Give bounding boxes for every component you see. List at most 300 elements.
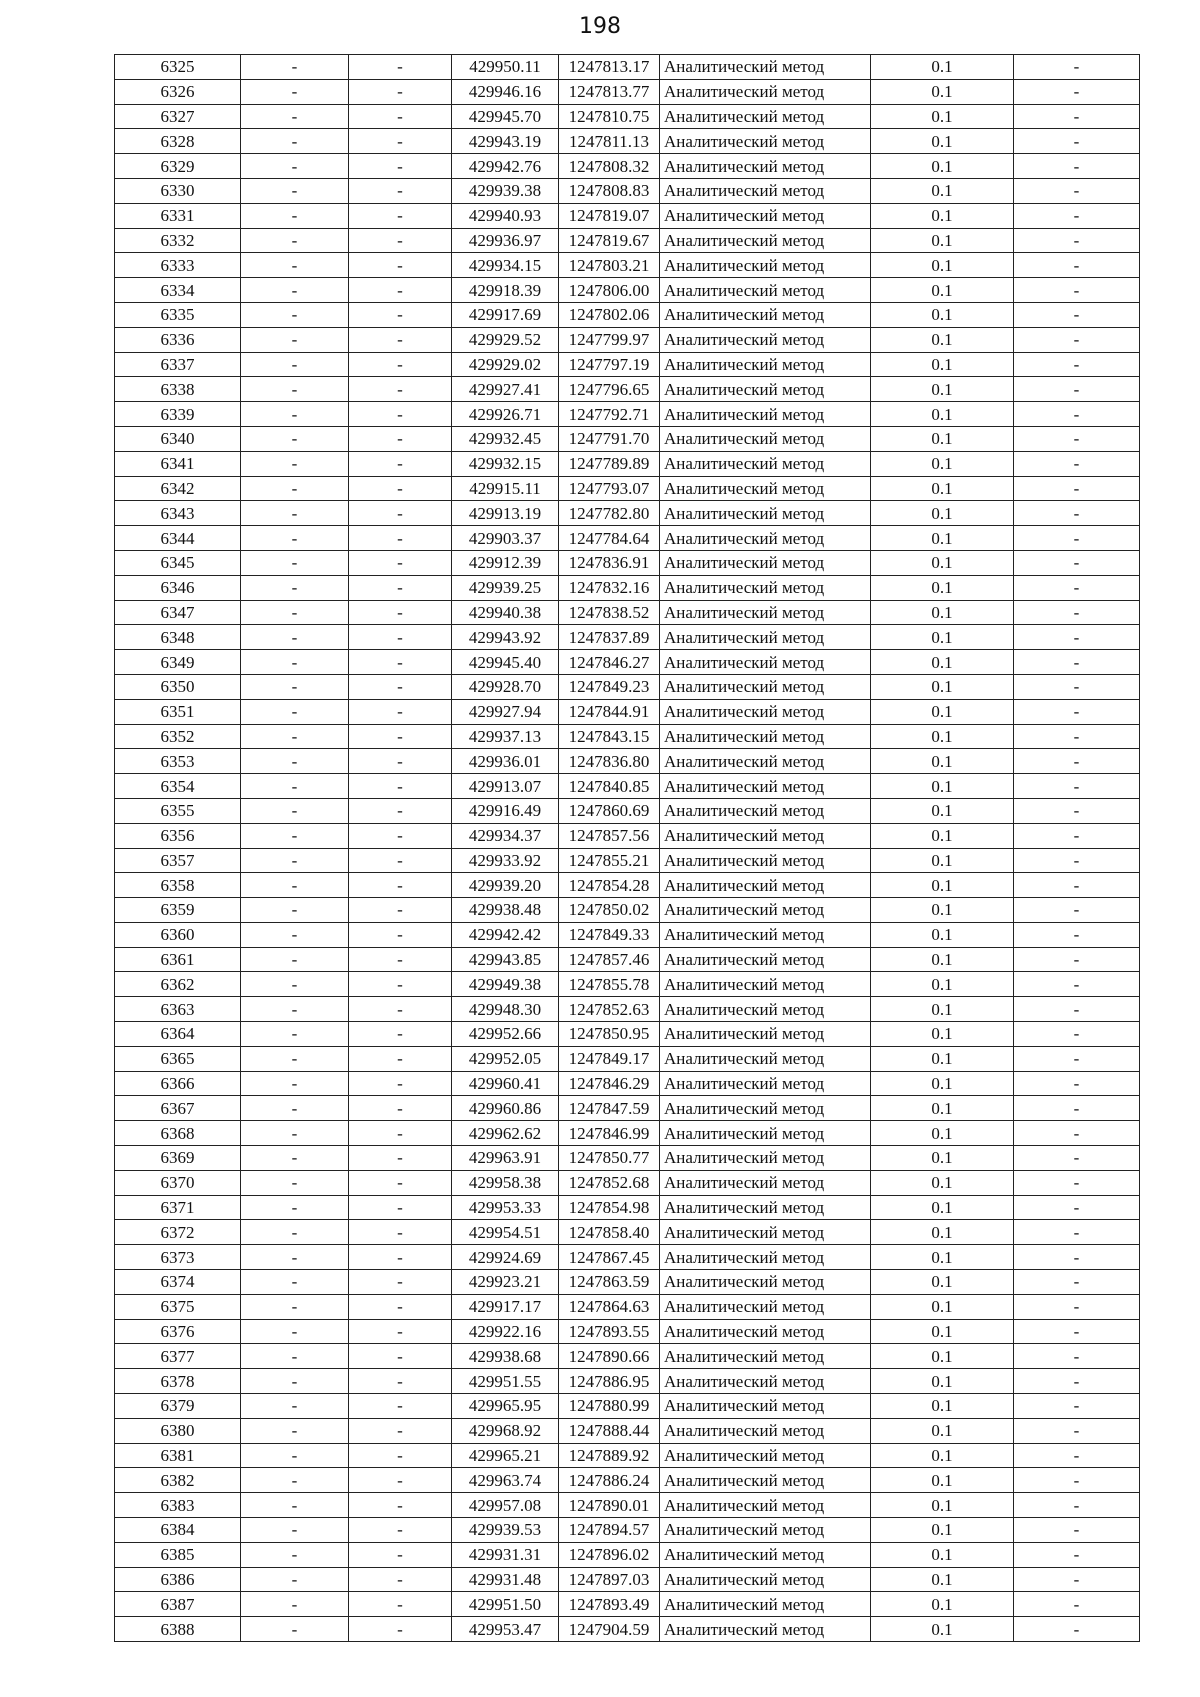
point-number-cell: 6336: [115, 327, 241, 352]
method-cell: Аналитический метод: [660, 1294, 871, 1319]
point-number-cell: 6375: [115, 1294, 241, 1319]
accuracy-cell: 0.1: [871, 1121, 1014, 1146]
dash-cell: -: [1014, 526, 1140, 551]
dash-cell: -: [349, 104, 452, 129]
table-row: [115, 774, 1140, 799]
method-cell: Аналитический метод: [660, 1121, 871, 1146]
method-cell: Аналитический метод: [660, 476, 871, 501]
y-coordinate-cell: 1247799.97: [559, 327, 660, 352]
table-row: [115, 1319, 1140, 1344]
dash-cell: -: [241, 451, 349, 476]
x-coordinate-cell: 429962.62: [452, 1121, 559, 1146]
accuracy-cell: 0.1: [871, 1617, 1014, 1642]
dash-cell: -: [1014, 178, 1140, 203]
x-coordinate-cell: 429943.92: [452, 625, 559, 650]
y-coordinate-cell: 1247836.80: [559, 749, 660, 774]
y-coordinate-cell: 1247846.29: [559, 1071, 660, 1096]
dash-cell: -: [349, 1394, 452, 1419]
x-coordinate-cell: 429957.08: [452, 1493, 559, 1518]
dash-cell: -: [1014, 1195, 1140, 1220]
dash-cell: -: [1014, 600, 1140, 625]
table-row: [115, 104, 1140, 129]
point-number-cell: 6325: [115, 55, 241, 80]
method-cell: Аналитический метод: [660, 253, 871, 278]
dash-cell: -: [241, 476, 349, 501]
point-number-cell: 6354: [115, 774, 241, 799]
accuracy-cell: 0.1: [871, 1567, 1014, 1592]
dash-cell: -: [349, 848, 452, 873]
method-cell: Аналитический метод: [660, 724, 871, 749]
point-number-cell: 6332: [115, 228, 241, 253]
table-row: [115, 1270, 1140, 1295]
y-coordinate-cell: 1247889.92: [559, 1443, 660, 1468]
x-coordinate-cell: 429934.37: [452, 823, 559, 848]
x-coordinate-cell: 429960.41: [452, 1071, 559, 1096]
point-number-cell: 6341: [115, 451, 241, 476]
y-coordinate-cell: 1247843.15: [559, 724, 660, 749]
point-number-cell: 6344: [115, 526, 241, 551]
y-coordinate-cell: 1247864.63: [559, 1294, 660, 1319]
method-cell: Аналитический метод: [660, 898, 871, 923]
accuracy-cell: 0.1: [871, 1394, 1014, 1419]
method-cell: Аналитический метод: [660, 550, 871, 575]
dash-cell: -: [1014, 154, 1140, 179]
point-number-cell: 6330: [115, 178, 241, 203]
dash-cell: -: [349, 823, 452, 848]
point-number-cell: 6367: [115, 1096, 241, 1121]
method-cell: Аналитический метод: [660, 625, 871, 650]
point-number-cell: 6362: [115, 972, 241, 997]
table-row: [115, 1195, 1140, 1220]
y-coordinate-cell: 1247867.45: [559, 1245, 660, 1270]
table-row: [115, 1592, 1140, 1617]
dash-cell: -: [349, 377, 452, 402]
table-row: [115, 625, 1140, 650]
y-coordinate-cell: 1247886.24: [559, 1468, 660, 1493]
table-row: [115, 302, 1140, 327]
dash-cell: -: [1014, 129, 1140, 154]
dash-cell: -: [349, 228, 452, 253]
dash-cell: -: [241, 228, 349, 253]
point-number-cell: 6358: [115, 873, 241, 898]
dash-cell: -: [349, 1170, 452, 1195]
table-row: [115, 1294, 1140, 1319]
dash-cell: -: [349, 699, 452, 724]
dash-cell: -: [349, 1270, 452, 1295]
y-coordinate-cell: 1247855.21: [559, 848, 660, 873]
dash-cell: -: [1014, 1022, 1140, 1047]
dash-cell: -: [241, 1096, 349, 1121]
point-number-cell: 6371: [115, 1195, 241, 1220]
y-coordinate-cell: 1247847.59: [559, 1096, 660, 1121]
accuracy-cell: 0.1: [871, 1344, 1014, 1369]
method-cell: Аналитический метод: [660, 1046, 871, 1071]
y-coordinate-cell: 1247850.02: [559, 898, 660, 923]
point-number-cell: 6383: [115, 1493, 241, 1518]
x-coordinate-cell: 429913.07: [452, 774, 559, 799]
dash-cell: -: [349, 922, 452, 947]
dash-cell: -: [1014, 1542, 1140, 1567]
method-cell: Аналитический метод: [660, 823, 871, 848]
point-number-cell: 6353: [115, 749, 241, 774]
dash-cell: -: [1014, 1567, 1140, 1592]
table-row: [115, 1443, 1140, 1468]
dash-cell: -: [349, 1220, 452, 1245]
table-row: [115, 848, 1140, 873]
dash-cell: -: [1014, 997, 1140, 1022]
method-cell: Аналитический метод: [660, 129, 871, 154]
dash-cell: -: [1014, 873, 1140, 898]
point-number-cell: 6372: [115, 1220, 241, 1245]
table-row: [115, 501, 1140, 526]
accuracy-cell: 0.1: [871, 922, 1014, 947]
x-coordinate-cell: 429931.31: [452, 1542, 559, 1567]
x-coordinate-cell: 429963.91: [452, 1146, 559, 1171]
x-coordinate-cell: 429936.97: [452, 228, 559, 253]
dash-cell: -: [241, 501, 349, 526]
accuracy-cell: 0.1: [871, 1071, 1014, 1096]
y-coordinate-cell: 1247897.03: [559, 1567, 660, 1592]
y-coordinate-cell: 1247832.16: [559, 575, 660, 600]
method-cell: Аналитический метод: [660, 1096, 871, 1121]
table-row: [115, 1418, 1140, 1443]
accuracy-cell: 0.1: [871, 1468, 1014, 1493]
point-number-cell: 6384: [115, 1518, 241, 1543]
point-number-cell: 6349: [115, 650, 241, 675]
dash-cell: -: [349, 476, 452, 501]
table-row: [115, 873, 1140, 898]
y-coordinate-cell: 1247896.02: [559, 1542, 660, 1567]
dash-cell: -: [349, 1617, 452, 1642]
point-number-cell: 6374: [115, 1270, 241, 1295]
x-coordinate-cell: 429936.01: [452, 749, 559, 774]
dash-cell: -: [349, 1071, 452, 1096]
dash-cell: -: [349, 1319, 452, 1344]
dash-cell: -: [1014, 1592, 1140, 1617]
dash-cell: -: [349, 1022, 452, 1047]
dash-cell: -: [241, 997, 349, 1022]
y-coordinate-cell: 1247855.78: [559, 972, 660, 997]
x-coordinate-cell: 429903.37: [452, 526, 559, 551]
dash-cell: -: [241, 526, 349, 551]
method-cell: Аналитический метод: [660, 1443, 871, 1468]
accuracy-cell: 0.1: [871, 228, 1014, 253]
accuracy-cell: 0.1: [871, 476, 1014, 501]
dash-cell: -: [241, 922, 349, 947]
point-number-cell: 6346: [115, 575, 241, 600]
accuracy-cell: 0.1: [871, 302, 1014, 327]
method-cell: Аналитический метод: [660, 1270, 871, 1295]
point-number-cell: 6385: [115, 1542, 241, 1567]
dash-cell: -: [241, 1071, 349, 1096]
method-cell: Аналитический метод: [660, 377, 871, 402]
dash-cell: -: [241, 1170, 349, 1195]
dash-cell: -: [349, 724, 452, 749]
y-coordinate-cell: 1247850.77: [559, 1146, 660, 1171]
dash-cell: -: [349, 1592, 452, 1617]
point-number-cell: 6387: [115, 1592, 241, 1617]
method-cell: Аналитический метод: [660, 79, 871, 104]
method-cell: Аналитический метод: [660, 873, 871, 898]
y-coordinate-cell: 1247782.80: [559, 501, 660, 526]
method-cell: Аналитический метод: [660, 650, 871, 675]
dash-cell: -: [241, 253, 349, 278]
x-coordinate-cell: 429927.41: [452, 377, 559, 402]
point-number-cell: 6388: [115, 1617, 241, 1642]
point-number-cell: 6348: [115, 625, 241, 650]
dash-cell: -: [349, 1146, 452, 1171]
y-coordinate-cell: 1247890.66: [559, 1344, 660, 1369]
dash-cell: -: [349, 575, 452, 600]
x-coordinate-cell: 429932.45: [452, 426, 559, 451]
method-cell: Аналитический метод: [660, 402, 871, 427]
dash-cell: -: [349, 1046, 452, 1071]
table-row: [115, 749, 1140, 774]
table-row: [115, 476, 1140, 501]
dash-cell: -: [349, 972, 452, 997]
dash-cell: -: [1014, 575, 1140, 600]
table-row: [115, 1369, 1140, 1394]
point-number-cell: 6335: [115, 302, 241, 327]
dash-cell: -: [349, 327, 452, 352]
table-row: [115, 327, 1140, 352]
table-row: [115, 228, 1140, 253]
point-number-cell: 6365: [115, 1046, 241, 1071]
dash-cell: -: [1014, 1493, 1140, 1518]
y-coordinate-cell: 1247803.21: [559, 253, 660, 278]
x-coordinate-cell: 429939.20: [452, 873, 559, 898]
dash-cell: -: [1014, 898, 1140, 923]
y-coordinate-cell: 1247846.99: [559, 1121, 660, 1146]
accuracy-cell: 0.1: [871, 774, 1014, 799]
x-coordinate-cell: 429952.05: [452, 1046, 559, 1071]
method-cell: Аналитический метод: [660, 1518, 871, 1543]
x-coordinate-cell: 429917.17: [452, 1294, 559, 1319]
dash-cell: -: [349, 873, 452, 898]
accuracy-cell: 0.1: [871, 1542, 1014, 1567]
y-coordinate-cell: 1247904.59: [559, 1617, 660, 1642]
dash-cell: -: [1014, 1245, 1140, 1270]
x-coordinate-cell: 429923.21: [452, 1270, 559, 1295]
y-coordinate-cell: 1247844.91: [559, 699, 660, 724]
method-cell: Аналитический метод: [660, 228, 871, 253]
table-row: [115, 1220, 1140, 1245]
x-coordinate-cell: 429963.74: [452, 1468, 559, 1493]
point-number-cell: 6359: [115, 898, 241, 923]
method-cell: Аналитический метод: [660, 352, 871, 377]
dash-cell: -: [241, 798, 349, 823]
dash-cell: -: [349, 1443, 452, 1468]
dash-cell: -: [349, 625, 452, 650]
table-row: [115, 724, 1140, 749]
y-coordinate-cell: 1247789.89: [559, 451, 660, 476]
accuracy-cell: 0.1: [871, 674, 1014, 699]
y-coordinate-cell: 1247811.13: [559, 129, 660, 154]
point-number-cell: 6378: [115, 1369, 241, 1394]
dash-cell: -: [349, 426, 452, 451]
accuracy-cell: 0.1: [871, 104, 1014, 129]
dash-cell: -: [1014, 1294, 1140, 1319]
dash-cell: -: [1014, 253, 1140, 278]
dash-cell: -: [241, 55, 349, 80]
dash-cell: -: [349, 129, 452, 154]
y-coordinate-cell: 1247857.46: [559, 947, 660, 972]
table-row: [115, 1022, 1140, 1047]
accuracy-cell: 0.1: [871, 1294, 1014, 1319]
dash-cell: -: [241, 154, 349, 179]
dash-cell: -: [241, 1319, 349, 1344]
point-number-cell: 6326: [115, 79, 241, 104]
x-coordinate-cell: 429946.16: [452, 79, 559, 104]
point-number-cell: 6370: [115, 1170, 241, 1195]
dash-cell: -: [349, 1468, 452, 1493]
x-coordinate-cell: 429938.48: [452, 898, 559, 923]
dash-cell: -: [349, 253, 452, 278]
y-coordinate-cell: 1247797.19: [559, 352, 660, 377]
method-cell: Аналитический метод: [660, 178, 871, 203]
point-number-cell: 6381: [115, 1443, 241, 1468]
point-number-cell: 6373: [115, 1245, 241, 1270]
dash-cell: -: [241, 1394, 349, 1419]
x-coordinate-cell: 429934.15: [452, 253, 559, 278]
dash-cell: -: [241, 1542, 349, 1567]
accuracy-cell: 0.1: [871, 650, 1014, 675]
y-coordinate-cell: 1247791.70: [559, 426, 660, 451]
x-coordinate-cell: 429953.33: [452, 1195, 559, 1220]
dash-cell: -: [241, 699, 349, 724]
point-number-cell: 6343: [115, 501, 241, 526]
y-coordinate-cell: 1247849.23: [559, 674, 660, 699]
x-coordinate-cell: 429939.25: [452, 575, 559, 600]
table-row: [115, 55, 1140, 80]
dash-cell: -: [241, 79, 349, 104]
y-coordinate-cell: 1247846.27: [559, 650, 660, 675]
dash-cell: -: [1014, 1220, 1140, 1245]
y-coordinate-cell: 1247890.01: [559, 1493, 660, 1518]
dash-cell: -: [241, 774, 349, 799]
table-row: [115, 1567, 1140, 1592]
point-number-cell: 6363: [115, 997, 241, 1022]
dash-cell: -: [241, 129, 349, 154]
x-coordinate-cell: 429939.53: [452, 1518, 559, 1543]
accuracy-cell: 0.1: [871, 1170, 1014, 1195]
dash-cell: -: [1014, 79, 1140, 104]
x-coordinate-cell: 429940.38: [452, 600, 559, 625]
x-coordinate-cell: 429937.13: [452, 724, 559, 749]
table-row: [115, 1493, 1140, 1518]
y-coordinate-cell: 1247819.07: [559, 203, 660, 228]
accuracy-cell: 0.1: [871, 823, 1014, 848]
x-coordinate-cell: 429953.47: [452, 1617, 559, 1642]
dash-cell: -: [241, 1567, 349, 1592]
x-coordinate-cell: 429928.70: [452, 674, 559, 699]
table-row: [115, 1344, 1140, 1369]
accuracy-cell: 0.1: [871, 352, 1014, 377]
dash-cell: -: [1014, 972, 1140, 997]
dash-cell: -: [349, 79, 452, 104]
table-row: [115, 823, 1140, 848]
method-cell: Аналитический метод: [660, 154, 871, 179]
dash-cell: -: [241, 1617, 349, 1642]
method-cell: Аналитический метод: [660, 1592, 871, 1617]
point-number-cell: 6379: [115, 1394, 241, 1419]
y-coordinate-cell: 1247819.67: [559, 228, 660, 253]
dash-cell: -: [241, 178, 349, 203]
dash-cell: -: [349, 1369, 452, 1394]
method-cell: Аналитический метод: [660, 1369, 871, 1394]
method-cell: Аналитический метод: [660, 1022, 871, 1047]
table-row: [115, 1394, 1140, 1419]
dash-cell: -: [241, 1270, 349, 1295]
accuracy-cell: 0.1: [871, 625, 1014, 650]
accuracy-cell: 0.1: [871, 203, 1014, 228]
dash-cell: -: [241, 1592, 349, 1617]
method-cell: Аналитический метод: [660, 848, 871, 873]
table-row: [115, 377, 1140, 402]
point-number-cell: 6366: [115, 1071, 241, 1096]
accuracy-cell: 0.1: [871, 426, 1014, 451]
table-row: [115, 1170, 1140, 1195]
dash-cell: -: [1014, 1394, 1140, 1419]
dash-cell: -: [241, 402, 349, 427]
dash-cell: -: [349, 997, 452, 1022]
method-cell: Аналитический метод: [660, 327, 871, 352]
x-coordinate-cell: 429954.51: [452, 1220, 559, 1245]
y-coordinate-cell: 1247849.17: [559, 1046, 660, 1071]
table-row: [115, 699, 1140, 724]
dash-cell: -: [241, 724, 349, 749]
y-coordinate-cell: 1247858.40: [559, 1220, 660, 1245]
table-row: [115, 1245, 1140, 1270]
accuracy-cell: 0.1: [871, 1270, 1014, 1295]
method-cell: Аналитический метод: [660, 1146, 871, 1171]
accuracy-cell: 0.1: [871, 1518, 1014, 1543]
y-coordinate-cell: 1247813.77: [559, 79, 660, 104]
point-number-cell: 6327: [115, 104, 241, 129]
point-number-cell: 6361: [115, 947, 241, 972]
table-body: [115, 55, 1140, 1642]
dash-cell: -: [241, 278, 349, 303]
dash-cell: -: [1014, 327, 1140, 352]
accuracy-cell: 0.1: [871, 873, 1014, 898]
dash-cell: -: [1014, 1468, 1140, 1493]
dash-cell: -: [349, 1195, 452, 1220]
point-number-cell: 6331: [115, 203, 241, 228]
y-coordinate-cell: 1247893.49: [559, 1592, 660, 1617]
dash-cell: -: [241, 1146, 349, 1171]
y-coordinate-cell: 1247838.52: [559, 600, 660, 625]
accuracy-cell: 0.1: [871, 327, 1014, 352]
x-coordinate-cell: 429915.11: [452, 476, 559, 501]
accuracy-cell: 0.1: [871, 1245, 1014, 1270]
y-coordinate-cell: 1247863.59: [559, 1270, 660, 1295]
x-coordinate-cell: 429951.55: [452, 1369, 559, 1394]
y-coordinate-cell: 1247854.28: [559, 873, 660, 898]
dash-cell: -: [241, 1046, 349, 1071]
x-coordinate-cell: 429968.92: [452, 1418, 559, 1443]
method-cell: Аналитический метод: [660, 1617, 871, 1642]
accuracy-cell: 0.1: [871, 1195, 1014, 1220]
dash-cell: -: [1014, 823, 1140, 848]
dash-cell: -: [349, 1567, 452, 1592]
x-coordinate-cell: 429942.42: [452, 922, 559, 947]
accuracy-cell: 0.1: [871, 997, 1014, 1022]
table-row: [115, 1542, 1140, 1567]
x-coordinate-cell: 429922.16: [452, 1319, 559, 1344]
point-number-cell: 6337: [115, 352, 241, 377]
accuracy-cell: 0.1: [871, 972, 1014, 997]
x-coordinate-cell: 429949.38: [452, 972, 559, 997]
